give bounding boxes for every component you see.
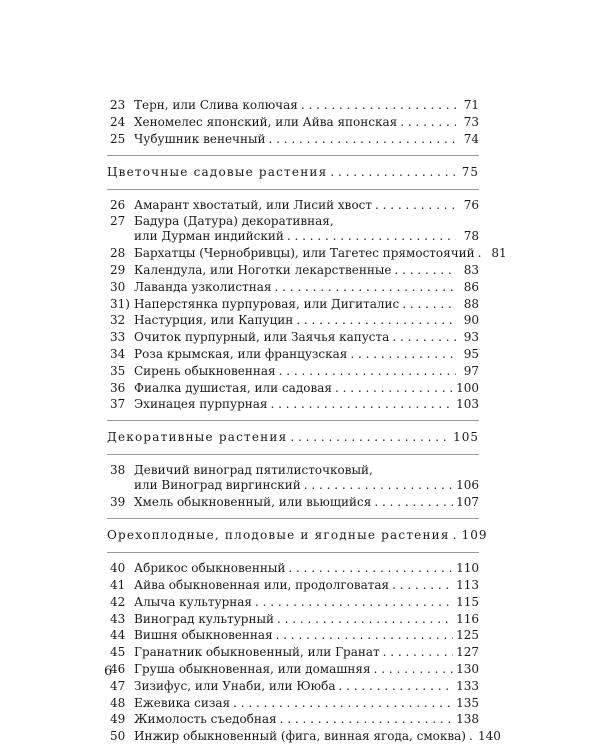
section-page: 105 [453, 430, 479, 445]
entry-number: 49 [110, 712, 126, 727]
toc-entry-line [107, 115, 479, 130]
dot-leader [453, 528, 459, 543]
section-row [107, 165, 479, 180]
toc-entry-line [107, 263, 479, 278]
toc-entry [107, 628, 479, 643]
entry-page: 95 [463, 346, 479, 361]
entry-page: 115 [456, 594, 479, 609]
entry-page: 130 [456, 661, 479, 676]
section-heading [107, 420, 479, 455]
toc-entry [107, 115, 479, 130]
entry-title: Очиток пурпурный, или Заячья капуста [134, 330, 390, 345]
entry-page: 76 [463, 197, 479, 212]
entry-title: Амарант хвостатый, или Лисий хвост [134, 197, 373, 212]
toc-entry-line [107, 612, 479, 627]
entry-page: 88 [463, 296, 479, 311]
dot-leader [335, 381, 453, 396]
section-title: Декоративные растения [107, 430, 288, 445]
entry-number: 45 [110, 645, 126, 660]
entry-page: 78 [463, 229, 479, 244]
entry-number: 48 [110, 695, 126, 710]
toc-entry-line [107, 679, 479, 694]
section-page: 109 [461, 528, 488, 543]
section-heading [107, 155, 479, 190]
entry-title: Бадура (Датура) декоративная, [134, 214, 334, 229]
entry-title: Фиалка душистая, или садовая [134, 380, 332, 395]
entry-page: 125 [456, 628, 479, 643]
entry-title: Айва обыкновенная или, продолговатая [134, 577, 390, 592]
section-rule [107, 552, 479, 553]
entry-number: 42 [110, 594, 126, 609]
toc-entry [107, 198, 479, 213]
dot-leader [288, 561, 453, 576]
toc-entry [107, 463, 479, 493]
toc-entry-line [107, 229, 479, 244]
entry-title: Инжир обыкновенный (фига, винная ягода, смоква) [134, 729, 466, 744]
toc-entry-line [107, 561, 479, 576]
toc-entry [107, 364, 479, 379]
toc-entry-line [107, 662, 479, 677]
toc-entry-line [107, 397, 479, 412]
entry-title: Календула, или Ноготки лекарственные [134, 262, 392, 277]
entry-title: Виноград культурный [134, 611, 275, 626]
toc-entry [107, 246, 507, 261]
entry-title: Гранатник обыкновенный, или Гранат [134, 645, 380, 660]
entry-title: Абрикос обыкновенный [134, 561, 286, 576]
toc-entry [107, 214, 479, 244]
entry-title: Роза крымская, или французская [134, 346, 348, 361]
entry-title: или Виноград виргинский [134, 478, 301, 493]
entry-number: 30 [110, 279, 126, 294]
dot-leader [392, 330, 456, 345]
toc-entry-line [107, 463, 479, 478]
toc-entry-line [107, 98, 479, 113]
table-of-contents [107, 98, 507, 744]
entry-number: 28 [110, 246, 126, 261]
entry-title: Чубушник венечный [134, 131, 266, 146]
section-rule [107, 454, 479, 455]
toc-entry [107, 729, 501, 744]
entry-number: 43 [110, 611, 126, 626]
entry-title: Сирень обыкновенная [134, 363, 276, 378]
toc-entry [107, 280, 479, 295]
toc-entry [107, 347, 479, 362]
entry-number: 29 [110, 262, 126, 277]
dot-leader [469, 729, 475, 744]
toc-entry [107, 297, 479, 312]
entry-number: 39 [110, 495, 126, 510]
page-number: 6 [104, 664, 113, 679]
toc-entry [107, 578, 479, 593]
toc-entry-line [107, 578, 479, 593]
dot-leader [395, 263, 456, 278]
dot-leader [277, 612, 453, 627]
toc-entry [107, 381, 479, 396]
toc-entry-line [107, 712, 479, 727]
section-rule [107, 189, 479, 190]
entry-title: Жимолость съедобная [134, 712, 277, 727]
dot-leader [274, 280, 456, 295]
entry-number: 36 [110, 380, 126, 395]
entry-page: 106 [456, 478, 479, 493]
section-heading [107, 518, 488, 553]
section-row [107, 430, 479, 445]
toc-entry-line [107, 595, 479, 610]
toc-entry-line [107, 280, 479, 295]
entry-page: 135 [456, 695, 479, 710]
entry-title: Терн, или Слива колючая [134, 98, 298, 112]
toc-entry-line [107, 297, 479, 312]
entry-title: Ежевика сизая [134, 695, 231, 710]
dot-leader [271, 397, 454, 412]
toc-entry-line [107, 132, 479, 147]
dot-leader [330, 165, 456, 180]
toc-entry-line [107, 246, 507, 261]
section-title: Цветочные садовые растения [107, 164, 328, 179]
entry-page: 107 [456, 495, 479, 510]
entry-title: или Дурман индийский [134, 229, 284, 244]
toc-entry-line [107, 364, 479, 379]
toc-entry [107, 330, 479, 345]
entry-title: Вишня обыкновенная [134, 628, 273, 643]
entry-number: 25 [110, 131, 126, 146]
entry-title: Хмель обыкновенный, или вьющийся [134, 495, 372, 510]
dot-leader [287, 229, 456, 244]
entry-title: Девичий виноград пятилисточковый, [134, 463, 373, 478]
entry-number: 47 [110, 678, 126, 693]
entry-title: Лаванда узколистная [134, 279, 272, 294]
toc-entry [107, 495, 479, 510]
entry-number: 40 [110, 561, 126, 576]
entry-page: 103 [456, 397, 479, 412]
toc-entry-line [107, 495, 479, 510]
entry-number: 24 [110, 114, 126, 129]
entry-title: Хеномелес японский, или Айва японская [134, 114, 398, 129]
dot-leader [339, 679, 454, 694]
toc-entry-line [107, 214, 479, 229]
entry-number: 41 [110, 577, 126, 592]
dot-leader [280, 712, 453, 727]
entry-title: Бархатцы (Чернобривцы), или Тагетес прямостоячий [134, 246, 475, 261]
entry-number: 33 [110, 330, 126, 345]
dot-leader [383, 645, 453, 660]
toc-entry [107, 645, 479, 660]
dot-leader [233, 696, 453, 711]
entry-number: 44 [110, 628, 126, 643]
entry-title: Алыча культурная [134, 594, 252, 609]
toc-entry-line [107, 347, 479, 362]
entry-page: 73 [463, 114, 479, 129]
entry-number: 37 [110, 397, 126, 412]
entry-number: 27 [110, 214, 126, 229]
entry-number: 46 [110, 661, 126, 676]
toc-entry [107, 263, 479, 278]
toc-entry-line [107, 696, 479, 711]
toc-entry [107, 679, 479, 694]
dot-leader [304, 478, 453, 493]
dot-leader [400, 115, 456, 130]
toc-entry-line [107, 330, 479, 345]
dot-leader [290, 430, 450, 445]
toc-entry [107, 561, 479, 576]
entry-number: 31) [110, 296, 130, 311]
toc-entry-line [107, 198, 479, 213]
toc-entry [107, 397, 479, 412]
entry-page: 140 [478, 729, 501, 744]
toc-entry [107, 612, 479, 627]
toc-entry [107, 595, 479, 610]
dot-leader [478, 246, 484, 261]
entry-page: 83 [463, 262, 479, 277]
entry-page: 81 [491, 246, 507, 261]
toc-entry [107, 98, 479, 113]
dot-leader [375, 198, 456, 213]
section-title: Орехоплодные, плодовые и ягодные растения [107, 528, 450, 543]
entry-title: Груша обыкновенная, или домашняя [134, 661, 371, 676]
entry-page: 90 [463, 313, 479, 328]
toc-entry [107, 712, 479, 727]
dot-leader [296, 313, 456, 328]
section-rule [107, 518, 479, 519]
dot-leader [402, 297, 456, 312]
entry-title: Наперстянка пурпуровая, или Дигиталис [134, 296, 400, 311]
entry-page: 93 [463, 330, 479, 345]
entry-number: 23 [110, 98, 126, 112]
entry-title: Зизифус, или Унаби, или Ююба [134, 678, 336, 693]
dot-leader [374, 662, 454, 677]
entry-page: 138 [456, 712, 479, 727]
dot-leader [276, 628, 453, 643]
entry-page: 86 [463, 279, 479, 294]
toc-entry-line [107, 628, 479, 643]
toc-entry [107, 662, 479, 677]
section-page: 75 [461, 164, 479, 179]
dot-leader [255, 595, 453, 610]
entry-title: Настурция, или Капуцин [134, 313, 294, 328]
entry-page: 97 [463, 363, 479, 378]
entry-page: 74 [463, 131, 479, 146]
toc-entry [107, 313, 479, 328]
entry-page: 133 [456, 678, 479, 693]
entry-page: 71 [463, 98, 479, 112]
dot-leader [392, 578, 453, 593]
entry-number: 34 [110, 346, 126, 361]
dot-leader [279, 364, 456, 379]
entry-page: 113 [456, 577, 479, 592]
entry-page: 110 [456, 561, 479, 576]
dot-leader [269, 132, 456, 147]
dot-leader [350, 347, 456, 362]
dot-leader [374, 495, 453, 510]
entry-number: 38 [110, 463, 126, 478]
section-rule [107, 155, 479, 156]
entry-number: 32 [110, 313, 126, 328]
entry-number: 50 [110, 729, 126, 744]
toc-entry-line [107, 381, 479, 396]
entry-number: 26 [110, 197, 126, 212]
section-rule [107, 420, 479, 421]
dot-leader [301, 98, 456, 113]
toc-entry [107, 132, 479, 147]
toc-entry-line [107, 478, 479, 493]
toc-entry [107, 696, 479, 711]
entry-page: 116 [456, 611, 479, 626]
entry-number: 35 [110, 363, 126, 378]
entry-page: 127 [456, 645, 479, 660]
section-row [107, 528, 488, 543]
toc-entry-line [107, 313, 479, 328]
entry-title: Эхинацея пурпурная [134, 397, 268, 412]
toc-entry-line [107, 729, 501, 744]
entry-page: 100 [456, 380, 479, 395]
toc-entry-line [107, 645, 479, 660]
